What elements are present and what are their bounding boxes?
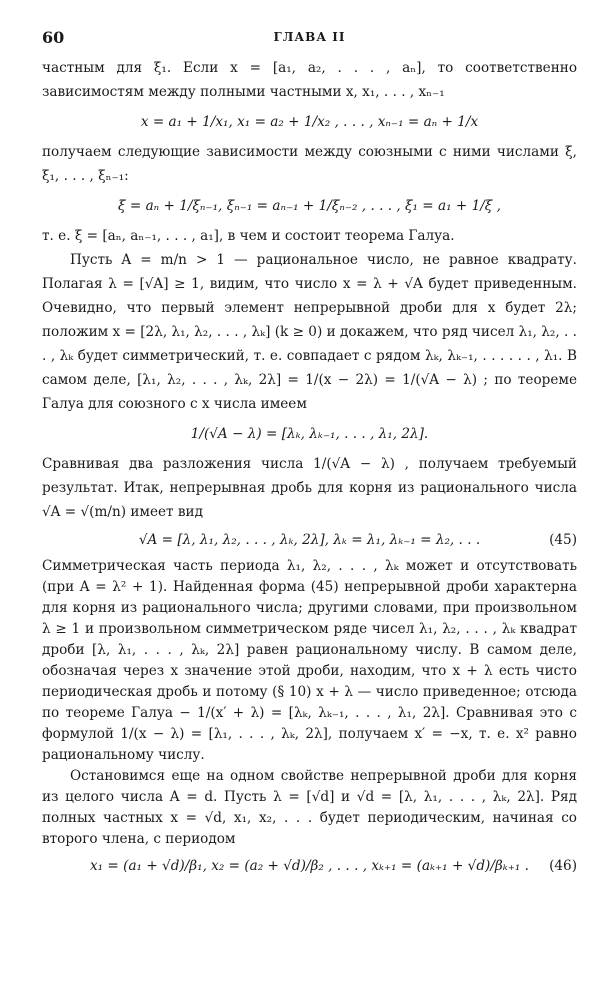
paragraph-5: Сравнивая два разложения числа 1/(√A − λ) , получаем требуемый результат. Итак, непрерывная дробь для корня из рационального числа √A = √(m/n) имеет вид (42, 456, 577, 520)
page-body (42, 56, 577, 878)
page-header (42, 22, 577, 56)
equation-45-number: (45) (549, 532, 577, 548)
equation-45 (42, 528, 577, 552)
paragraph-3: т. е. ξ = [aₙ, aₙ₋₁, . . . , a₁], в чем и состоит теорема Галуа. (42, 228, 455, 244)
equation-46-number: (46) (549, 858, 577, 874)
paragraph-4: Пусть A = m/n > 1 — рациональное число, не равное квадрату. Полагая λ = [√A] ≥ 1, видим, что число x = λ + √A будет приведенным. Очевидно, что первый элемент непрерывной дроби для x будет 2λ; положим x = [2λ, λ₁, λ₂, . . . , λₖ] (k ≥ 0) и докажем, что ряд чисел λ₁, λ₂, . . . , λₖ будет симметрический, т. е. совпадает с рядом λₖ, λₖ₋₁, . . . . . . , λ₁. В самом деле, [λ₁, λ₂, . . . , λₖ, 2λ] = 1/(x − 2λ) = 1/(√A − λ) ; по теореме Галуа для союзного с x числа имеем (42, 252, 577, 412)
paragraph-1: частным для ξ₁. Если x = [a₁, a₂, . . . , aₙ], то соответственно зависимостям между полными частными x, x₁, . . . , xₙ₋₁ (42, 60, 577, 100)
paragraph-6: Симметрическая часть периода λ₁, λ₂, . . . , λₖ может и отсутствовать (при A = λ² + 1). Найденная форма (45) непрерывной дроби характерна для корня из рационального числа; другими словами, при произвольном λ ≥ 1 и произвольном симметрическом ряде чисел λ₁, λ₂, . . . , λₖ квадрат дроби [λ, λ₁, . . . , λₖ, 2λ] равен рациональному числу. В самом деле, обозначая через x значение этой дроби, находим, что x + λ есть чисто периодическая дробь и потому (§ 10) x + λ — число приведенное; отсюда по теореме Галуа − 1/(x′ + λ) = [λₖ, λₖ₋₁, . . . , λ₁, 2λ]. Сравнивая это с формулой 1/(x − λ) = [λ₁, . . . , λₖ, 2λ], получаем x′ = −x, т. е. x² равно рациональному числу. (42, 558, 577, 763)
formula-partial-quotients: x = a₁ + 1/x₁, x₁ = a₂ + 1/x₂ , . . . , xₙ₋₁ = aₙ + 1/x (140, 114, 479, 130)
paragraph-2: получаем следующие зависимости между союзными с ними числами ξ, ξ₁, . . . , ξₙ₋₁: (42, 144, 577, 184)
chapter-title: ГЛАВА II (273, 30, 346, 44)
paragraph-7: Остановимся еще на одном свойстве непрерывной дроби для корня из целого числа A = d. Пусть λ = [√d] и √d = [λ, λ₁, . . . , λₖ, 2λ]. Ряд полных частных x = √d, x₁, x₂, . . . будет периодическим, начиная со второго члена, с периодом (42, 768, 577, 847)
equation-45-body: √A = [λ, λ₁, λ₂, . . . , λₖ, 2λ], λₖ = λ₁, λₖ₋₁ = λ₂, . . . (138, 532, 481, 548)
book-page (42, 22, 577, 882)
formula-galois: 1/(√A − λ) = [λₖ, λₖ₋₁, . . . , λ₁, 2λ]. (190, 426, 429, 442)
equation-46-body: x₁ = (a₁ + √d)/β₁, x₂ = (a₂ + √d)/β₂ , . . . , xₖ₊₁ = (aₖ₊₁ + √d)/βₖ₊₁ . (90, 858, 529, 874)
formula-conjugate-relations: ξ = aₙ + 1/ξₙ₋₁, ξₙ₋₁ = aₙ₋₁ + 1/ξₙ₋₂ , . . . , ξ₁ = a₁ + 1/ξ , (118, 198, 501, 214)
page-number: 60 (42, 28, 65, 47)
equation-46 (42, 854, 577, 878)
